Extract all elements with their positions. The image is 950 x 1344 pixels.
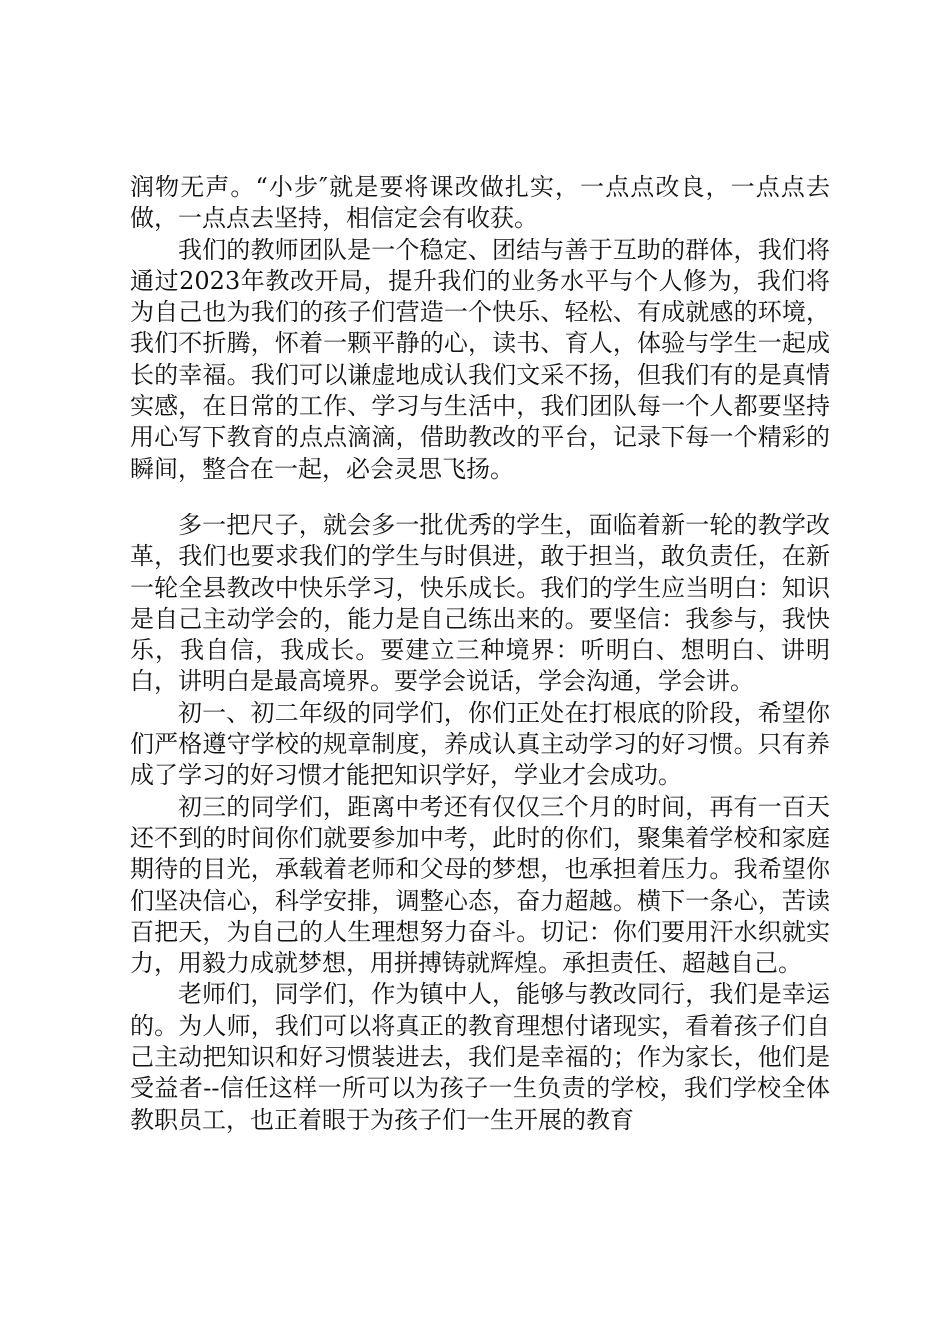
paragraph-4: 初一、初二年级的同学们，你们正处在打根底的阶段，希望你们严格遵守学校的规章制度，养成认真主动学习的好习惯。只有养成了学习的好习惯才能把知识学好，学业才会成功。 — [130, 698, 830, 790]
paragraph-1: 润物无声。“小步″就是要将课改做扎实，一点点改良，一点点去做，一点点去坚持，相信定会有收获。 — [130, 173, 830, 233]
paragraph-3: 多一把尺子，就会多一批优秀的学生，面临着新一轮的教学改革，我们也要求我们的学生与时俱进，敢于担当，敢负责任，在新一轮全县教改中快乐学习，快乐成长。我们的学生应当明白：知识是自己主动学会的，能力是自己练出来的。要坚信：我参与，我快乐，我自信，我成长。要建立三种境界：听明白、想明白、讲明白，讲明白是最高境界。要学会说话，学会沟通，学会讲。 — [130, 511, 830, 696]
paragraph-5: 初三的同学们，距离中考还有仅仅三个月的时间，再有一百天还不到的时间你们就要参加中考，此时的你们，聚集着学校和家庭期待的目光，承载着老师和父母的梦想，也承担着压力。我希望你们坚决信心，科学安排，调整心态，奋力超越。横下一条心，苦读百把天，为自己的人生理想努力奋斗。切记：你们要用汗水织就实力，用毅力成就梦想，用拼搏铸就辉煌。承担责任、超越自己。 — [130, 792, 830, 978]
paragraph-2: 我们的教师团队是一个稳定、团结与善于互助的群体，我们将通过2023年教改开局，提升我们的业务水平与个人修为，我们将为自己也为我们的孩子们营造一个快乐、轻松、有成就感的环境，我们不折腾，怀着一颗平静的心，读书、育人，体验与学生一起成长的幸福。我们可以谦虚地成认我们文采不扬，但我们有的是真情实感，在日常的工作、学习与生活中，我们团队每一个人都要坚持用心写下教育的点点滴滴，借助教改的平台，记录下每一个精彩的瞬间，整合在一起，必会灵思飞扬。 — [130, 235, 830, 483]
paragraph-6: 老师们，同学们，作为镇中人，能够与教改同行，我们是幸运的。为人师，我们可以将真正的教育理想付诸现实，看着孩子们自己主动把知识和好习惯装进去，我们是幸福的；作为家长，他们是受益者--信任这样一所可以为孩子一生负责的学校，我们学校全体教职员工，也正着眼于为孩子们一生开展的教育 — [130, 980, 830, 1134]
lower-text-block — [130, 510, 830, 1136]
upper-text-block — [130, 172, 830, 485]
